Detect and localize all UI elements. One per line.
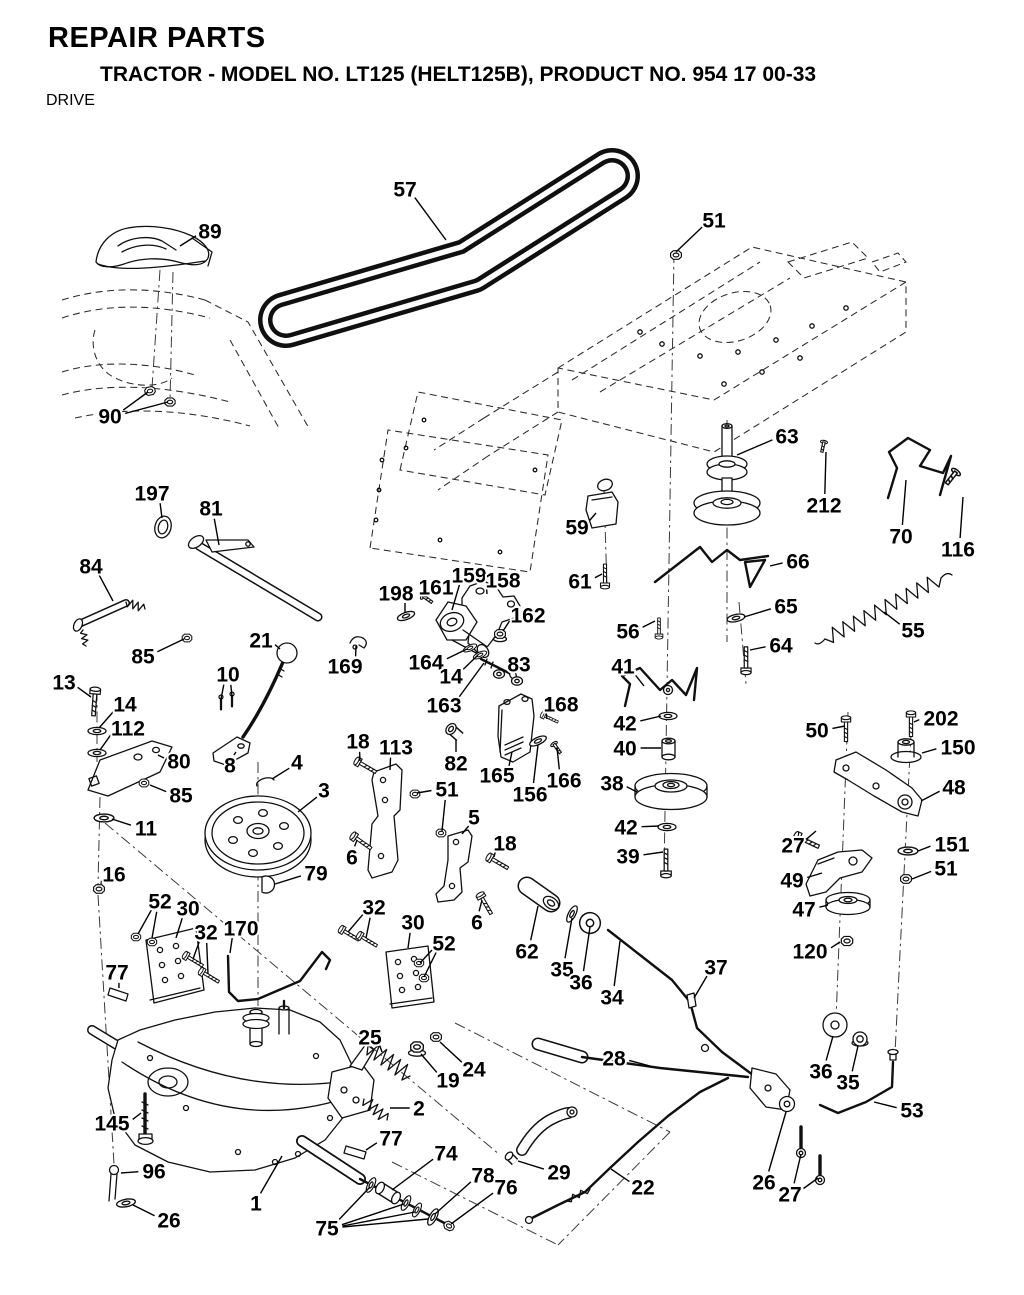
callout-53 xyxy=(874,1100,924,1123)
callout-4 xyxy=(272,752,303,780)
callout-116 xyxy=(941,497,975,562)
callout-28 xyxy=(602,1048,650,1071)
svg-text:27: 27 xyxy=(778,1183,802,1207)
callout-57 xyxy=(393,179,446,241)
svg-text:79: 79 xyxy=(304,862,328,886)
callout-166 xyxy=(546,748,581,793)
svg-text:8: 8 xyxy=(224,754,236,778)
svg-text:85: 85 xyxy=(131,645,155,669)
svg-text:74: 74 xyxy=(434,1142,458,1166)
callout-35 xyxy=(836,1046,860,1095)
callout-85 xyxy=(131,639,184,669)
part-112-washer xyxy=(88,749,106,756)
svg-text:5: 5 xyxy=(468,806,480,830)
part-77-key xyxy=(108,988,128,1001)
svg-text:32: 32 xyxy=(362,896,386,920)
callout-82 xyxy=(444,740,467,776)
svg-text:158: 158 xyxy=(485,569,521,593)
svg-text:164: 164 xyxy=(408,651,444,675)
callout-18 xyxy=(493,833,517,858)
callout-26 xyxy=(133,1205,181,1233)
svg-text:212: 212 xyxy=(806,494,842,518)
svg-text:4: 4 xyxy=(291,751,303,775)
callout-47 xyxy=(792,899,828,922)
svg-text:120: 120 xyxy=(792,940,828,964)
part-202-bolt xyxy=(906,711,915,737)
callout-51 xyxy=(417,779,459,832)
svg-text:65: 65 xyxy=(774,595,798,619)
svg-text:63: 63 xyxy=(775,425,799,449)
callout-25 xyxy=(358,1027,382,1053)
part-4-retaining-ring xyxy=(257,778,274,786)
svg-text:150: 150 xyxy=(940,736,976,760)
svg-text:81: 81 xyxy=(199,497,223,521)
part-52-nut xyxy=(419,974,428,981)
svg-text:28: 28 xyxy=(602,1047,626,1071)
part-85-nut xyxy=(182,634,192,642)
part-162-flange-nut xyxy=(494,630,507,642)
part-64-bolt xyxy=(741,647,751,675)
callout-39 xyxy=(616,846,663,869)
callout-2 xyxy=(390,1098,425,1121)
svg-text:49: 49 xyxy=(780,869,804,893)
svg-text:55: 55 xyxy=(901,619,925,643)
dash-panels xyxy=(370,392,562,572)
part-150-spacer xyxy=(891,739,921,763)
svg-text:16: 16 xyxy=(102,863,126,887)
svg-text:51: 51 xyxy=(435,778,459,802)
svg-text:35: 35 xyxy=(836,1071,860,1095)
part-63-pulley-assembly xyxy=(694,424,760,525)
svg-text:27: 27 xyxy=(781,834,805,858)
part-52-nut xyxy=(131,933,140,940)
callout-18 xyxy=(346,731,370,762)
part-51-nut xyxy=(901,875,912,884)
callout-27 xyxy=(778,1154,818,1207)
callout-63 xyxy=(737,426,799,456)
svg-text:96: 96 xyxy=(142,1160,166,1184)
svg-text:30: 30 xyxy=(176,897,200,921)
callout-3 xyxy=(298,780,330,813)
svg-text:18: 18 xyxy=(493,832,517,856)
callout-14 xyxy=(439,655,478,689)
callout-42 xyxy=(614,817,659,840)
part-79-key xyxy=(262,876,274,893)
callout-21 xyxy=(249,630,280,653)
svg-text:162: 162 xyxy=(510,604,546,628)
part-36-washer xyxy=(576,909,604,937)
chassis-frame-dashed xyxy=(434,242,906,490)
part-82-bushing xyxy=(444,722,460,737)
svg-text:61: 61 xyxy=(568,570,592,594)
callout-197 xyxy=(134,483,169,519)
callout-90 xyxy=(98,392,168,429)
svg-text:76: 76 xyxy=(494,1176,518,1200)
svg-text:30: 30 xyxy=(401,911,425,935)
part-120-nut xyxy=(841,936,852,945)
svg-text:66: 66 xyxy=(786,550,810,574)
part-26-washer xyxy=(116,1198,136,1209)
part-50-bolt xyxy=(841,716,850,742)
callout-169 xyxy=(327,646,362,679)
callout-50 xyxy=(805,720,845,743)
svg-text:57: 57 xyxy=(393,178,417,202)
part-197-bushing xyxy=(152,514,173,539)
part-81-shift-shaft xyxy=(186,533,318,617)
part-55-extension-spring xyxy=(815,574,952,644)
callout-26 xyxy=(752,1112,786,1195)
svg-text:6: 6 xyxy=(346,846,358,870)
callout-62 xyxy=(515,906,538,964)
svg-text:198: 198 xyxy=(378,582,414,606)
part-24-nut xyxy=(431,1033,442,1042)
part-19-flange-nut xyxy=(409,1042,426,1056)
part-75-washer xyxy=(399,1194,412,1211)
part-56-bolt xyxy=(655,618,663,639)
svg-text:29: 29 xyxy=(547,1161,571,1185)
svg-text:22: 22 xyxy=(631,1176,655,1200)
callout-8 xyxy=(224,752,236,778)
part-34-brake-rod xyxy=(608,930,757,1078)
svg-text:18: 18 xyxy=(346,730,370,754)
svg-text:37: 37 xyxy=(704,956,728,980)
callout-75 xyxy=(315,1187,428,1241)
callout-10 xyxy=(216,664,239,700)
svg-text:38: 38 xyxy=(600,772,624,796)
part-165-bracket xyxy=(494,670,535,762)
callout-51 xyxy=(676,210,726,253)
callout-34 xyxy=(600,941,624,1010)
svg-text:80: 80 xyxy=(167,750,191,774)
svg-text:36: 36 xyxy=(809,1060,833,1084)
page-title: REPAIR PARTS xyxy=(48,22,266,54)
svg-text:40: 40 xyxy=(613,737,637,761)
part-3-transaxle-pulley xyxy=(205,796,311,877)
part-85-nut xyxy=(139,779,149,787)
part-170-rod xyxy=(228,952,330,1001)
part-39-bolt xyxy=(661,849,671,878)
callout-11 xyxy=(112,818,157,841)
svg-text:34: 34 xyxy=(600,986,624,1010)
svg-text:52: 52 xyxy=(148,890,172,914)
svg-text:197: 197 xyxy=(134,482,170,506)
callout-13 xyxy=(52,672,91,698)
svg-text:159: 159 xyxy=(451,564,487,588)
svg-text:24: 24 xyxy=(462,1058,486,1082)
callout-120 xyxy=(792,941,840,964)
part-70-belt-guide-wire xyxy=(888,438,951,498)
callout-37 xyxy=(694,957,728,999)
callout-96 xyxy=(121,1161,166,1184)
callout-6 xyxy=(471,900,483,935)
svg-text:2: 2 xyxy=(413,1097,425,1121)
callout-48 xyxy=(921,777,966,802)
callout-150 xyxy=(922,737,976,760)
callout-198 xyxy=(378,583,413,614)
svg-text:1: 1 xyxy=(250,1192,262,1216)
svg-text:32: 32 xyxy=(194,921,218,945)
callout-52 xyxy=(138,891,172,939)
svg-text:163: 163 xyxy=(426,694,462,718)
svg-text:70: 70 xyxy=(889,525,913,549)
part-77-key xyxy=(344,1146,366,1159)
part-96-pin xyxy=(109,1166,119,1202)
svg-text:169: 169 xyxy=(327,655,363,679)
svg-text:156: 156 xyxy=(512,783,548,807)
part-11-washer xyxy=(94,814,114,822)
svg-text:10: 10 xyxy=(216,663,240,687)
part-52-nut xyxy=(147,938,156,945)
callout-83 xyxy=(507,654,530,677)
svg-text:112: 112 xyxy=(111,717,145,741)
svg-text:52: 52 xyxy=(432,932,456,956)
part-47-pulley xyxy=(826,893,870,915)
callout-40 xyxy=(613,738,661,761)
callout-202 xyxy=(914,708,959,731)
svg-text:83: 83 xyxy=(507,653,531,677)
svg-text:202: 202 xyxy=(923,707,959,731)
part-113-bracket xyxy=(368,764,402,878)
callout-6 xyxy=(346,840,358,870)
part-57-drive-belt xyxy=(286,176,612,320)
callout-168 xyxy=(543,694,578,720)
callout-66 xyxy=(770,551,810,574)
svg-text:151: 151 xyxy=(934,833,970,857)
svg-text:39: 39 xyxy=(616,845,640,869)
callout-84 xyxy=(79,556,113,602)
part-5-bracket xyxy=(436,830,472,902)
svg-text:14: 14 xyxy=(113,693,137,717)
part-25-spring xyxy=(367,1045,410,1081)
callout-29 xyxy=(518,1161,571,1185)
svg-text:78: 78 xyxy=(471,1164,495,1188)
svg-text:84: 84 xyxy=(79,555,103,579)
svg-text:41: 41 xyxy=(611,655,635,679)
callout-151 xyxy=(918,834,970,857)
callout-85 xyxy=(150,785,193,808)
svg-text:56: 56 xyxy=(616,620,640,644)
svg-text:50: 50 xyxy=(805,719,829,743)
svg-text:47: 47 xyxy=(792,898,816,922)
model-subtitle: TRACTOR - MODEL NO. LT125 (HELT125B), PRODUCT NO. 954 17 00-33 xyxy=(100,63,817,86)
part-74-spacer xyxy=(374,1181,403,1206)
part-49-brake-arm xyxy=(806,850,872,896)
part-38-idler-pulley xyxy=(635,774,707,810)
svg-text:21: 21 xyxy=(249,629,273,653)
part-51-nut xyxy=(410,790,420,798)
svg-text:19: 19 xyxy=(436,1069,460,1093)
part-61-bolt xyxy=(600,564,609,589)
callout-64 xyxy=(750,635,793,658)
callout-77 xyxy=(105,962,128,989)
section-label: DRIVE xyxy=(46,92,95,109)
svg-text:26: 26 xyxy=(752,1171,776,1195)
callout-61 xyxy=(568,571,602,594)
svg-text:165: 165 xyxy=(479,764,515,788)
callout-38 xyxy=(600,773,637,796)
svg-text:168: 168 xyxy=(543,693,579,717)
part-65-washer xyxy=(726,613,745,624)
callout-51 xyxy=(912,858,958,881)
svg-text:51: 51 xyxy=(934,857,958,881)
callout-30 xyxy=(401,912,424,949)
part-36-washer-hole xyxy=(831,1021,839,1029)
part-40-spacer xyxy=(662,738,675,760)
svg-text:42: 42 xyxy=(614,816,638,840)
part-66-keeper-wire xyxy=(655,547,768,587)
callout-16 xyxy=(101,864,126,887)
part-166-screw xyxy=(550,740,564,755)
part-18-bolt xyxy=(353,756,378,776)
svg-text:85: 85 xyxy=(169,784,193,808)
callout-78 xyxy=(435,1165,495,1215)
svg-text:13: 13 xyxy=(52,671,76,695)
callout-70 xyxy=(889,480,912,549)
callout-77 xyxy=(366,1128,403,1151)
callout-55 xyxy=(884,612,925,643)
callout-112 xyxy=(100,718,145,751)
svg-text:113: 113 xyxy=(379,736,413,760)
svg-text:35: 35 xyxy=(550,958,574,982)
part-42-washer xyxy=(658,823,676,830)
part-22-rod xyxy=(522,1078,728,1224)
svg-text:11: 11 xyxy=(134,817,158,841)
svg-text:64: 64 xyxy=(769,634,793,658)
callout-36 xyxy=(809,1036,833,1084)
svg-text:166: 166 xyxy=(546,769,582,793)
part-169-clip xyxy=(350,637,366,649)
callout-212 xyxy=(806,452,841,518)
part-14-washer xyxy=(88,727,106,734)
part-42-washer xyxy=(659,712,677,719)
part-28-rod xyxy=(538,1044,748,1077)
svg-text:51: 51 xyxy=(702,209,726,233)
svg-text:77: 77 xyxy=(105,961,129,985)
svg-text:116: 116 xyxy=(941,538,975,562)
svg-text:170: 170 xyxy=(223,917,259,941)
part-37-clip xyxy=(687,993,696,1008)
part-212-screw xyxy=(818,440,828,453)
part-89-cover xyxy=(96,226,212,268)
svg-text:26: 26 xyxy=(157,1209,181,1233)
part-51-nut xyxy=(436,829,446,837)
svg-text:89: 89 xyxy=(198,220,222,244)
part-29-bushing xyxy=(504,1151,515,1162)
part-35-flange-nut xyxy=(852,1032,868,1046)
svg-text:82: 82 xyxy=(444,752,468,776)
svg-text:90: 90 xyxy=(98,405,122,429)
svg-text:25: 25 xyxy=(358,1026,382,1050)
part-84-brake-lever xyxy=(72,600,145,646)
svg-text:59: 59 xyxy=(565,516,589,540)
svg-text:14: 14 xyxy=(439,665,463,689)
svg-text:36: 36 xyxy=(569,971,593,995)
part-21-knob xyxy=(277,643,297,663)
part-151-washer xyxy=(898,847,918,855)
svg-text:42: 42 xyxy=(613,712,637,736)
part-198-washer xyxy=(396,610,415,623)
part-26-washer-hole xyxy=(784,1101,790,1107)
callout-32 xyxy=(348,897,386,939)
callout-19 xyxy=(421,1054,460,1093)
svg-text:53: 53 xyxy=(900,1099,924,1123)
callout-42 xyxy=(613,713,661,736)
part-59-belt-keeper xyxy=(586,477,618,528)
callout-161 xyxy=(418,577,453,600)
svg-text:48: 48 xyxy=(942,776,966,800)
svg-text:62: 62 xyxy=(515,940,539,964)
part-13-bolt xyxy=(88,687,100,716)
svg-text:3: 3 xyxy=(318,779,330,803)
callout-65 xyxy=(744,596,798,619)
callout-158 xyxy=(485,570,520,595)
callout-5 xyxy=(462,807,480,835)
callout-56 xyxy=(616,621,655,644)
svg-text:145: 145 xyxy=(94,1112,130,1136)
svg-text:161: 161 xyxy=(418,576,454,600)
part-27-bolt xyxy=(797,1127,806,1158)
svg-text:75: 75 xyxy=(315,1217,339,1241)
part-27-bolt xyxy=(816,1156,825,1185)
part-62-bushing xyxy=(527,886,561,912)
svg-text:77: 77 xyxy=(379,1127,403,1151)
svg-text:6: 6 xyxy=(471,911,483,935)
